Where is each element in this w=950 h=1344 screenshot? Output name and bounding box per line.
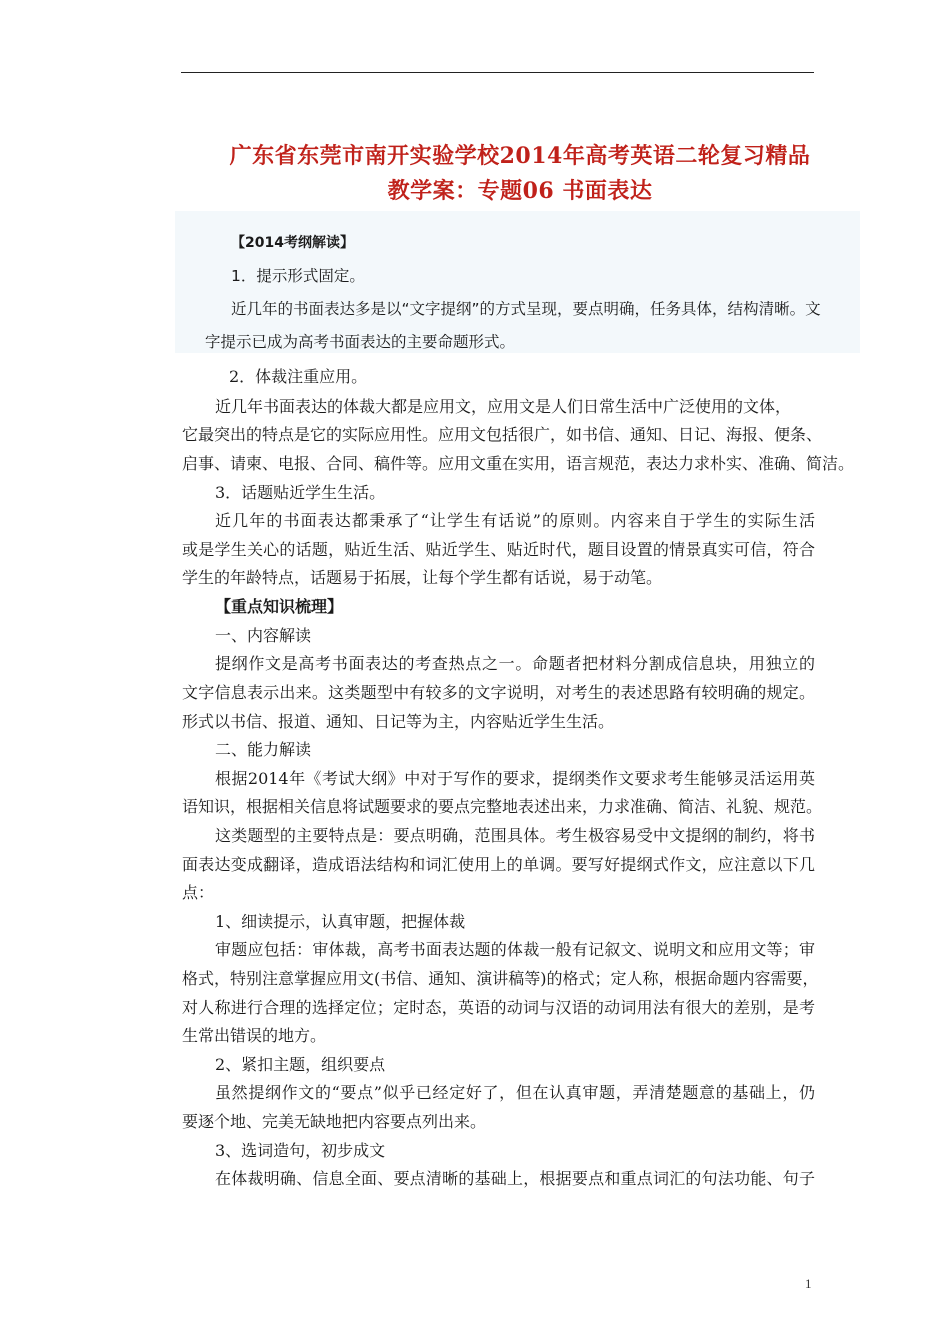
paragraph-line: 或是学生关心的话题，贴近生活、贴近学生、贴近时代，题目设置的情景真实可信，符合 [182,540,815,559]
paragraph-line: 格式，特别注意掌握应用文(书信、通知、演讲稿等)的格式；定人称，根据命题内容需要， [182,969,819,988]
point-heading-1: 1、细读提示，认真审题，把握体裁 [215,912,466,931]
point-heading-3: 3、选词造句，初步成文 [215,1141,386,1160]
paragraph-line: 面表达变成翻译，造成语法结构和词汇使用上的单调。要写好提纲式作文，应注意以下几 [182,855,815,874]
paragraph-line: 近几年书面表达的体裁大都是应用文，应用文是人们日常生活中广泛使用的文体， [215,397,792,416]
paragraph-line: 审题应包括：审体裁，高考书面表达题的体裁一般有记叙文、说明文和应用文等；审 [215,940,815,959]
paragraph-line: 近几年的书面表达都秉承了“让学生有话说”的原则。内容来自于学生的实际生活 [215,511,815,530]
paragraph-line: 启事、请柬、电报、合同、稿件等。应用文重在实用，语言规范，表达力求朴实、准确、简洁。 [182,454,855,473]
paragraph-line: 生常出错误的地方。 [182,1026,327,1045]
section-heading-key-knowledge: 【重点知识梳理】 [215,597,344,616]
syllabus-heading: 【2014考纲解读】 [231,235,354,251]
paragraph-line: 对人称进行合理的选择定位；定时态，英语的动词与汉语的动词用法有很大的差别，是考 [182,998,815,1017]
paragraph-line: 形式以书信、报道、通知、日记等为主，内容贴近学生生活。 [182,712,615,731]
paragraph-line: 点： [182,883,215,902]
point-heading-2: 2、紧扣主题，组织要点 [215,1055,386,1074]
paragraph-line: 在体裁明确、信息全面、要点清晰的基础上，根据要点和重点词汇的句法功能、句子 [215,1169,815,1188]
paragraph-line: 要逐个地、完美无缺地把内容要点列出来。 [182,1112,487,1131]
page-number: 1 [805,1276,812,1291]
paragraph-line: 学生的年龄特点，话题易于拓展，让每个学生都有话说，易于动笔。 [182,568,663,587]
document-title-line-1: 广东省东莞市南开实验学校2014年高考英语二轮复习精品 [229,143,811,169]
paragraph-line: 这类题型的主要特点是：要点明确，范围具体。考生极容易受中文提纲的制约，将书 [215,826,815,845]
document-title-line-2: 教学案：专题06 书面表达 [387,178,653,204]
paragraph-line: 它最突出的特点是它的实际应用性。应用文包括很广，如书信、通知、日记、海报、便条、 [182,425,823,444]
syllabus-item-1: 1．提示形式固定。 [231,267,365,285]
syllabus-box [175,211,860,353]
paragraph-line: 语知识，根据相关信息将试题要求的要点完整地表述出来，力求准确、简洁、礼貌、规范。 [182,797,823,816]
paragraph-line: 根据2014年《考试大纲》中对于写作的要求，提纲类作文要求考生能够灵活运用英 [215,769,815,788]
header-rule [181,72,814,73]
paragraph-line: 虽然提纲作文的“要点”似乎已经定好了，但在认真审题，弄清楚题意的基础上，仍 [215,1083,815,1102]
subsection-heading-ability: 二、能力解读 [215,740,312,759]
syllabus-paragraph-line-2: 字提示已成为高考书面表达的主要命题形式。 [205,333,516,351]
section-item-3: 3．话题贴近学生生活。 [215,483,386,502]
section-item-2: 2．体裁注重应用。 [229,367,368,386]
subsection-heading-content: 一、内容解读 [215,626,312,645]
paragraph-line: 文字信息表示出来。这类题型中有较多的文字说明，对考生的表述思路有较明确的规定。 [182,683,815,702]
paragraph-line: 提纲作文是高考书面表达的考查热点之一。命题者把材料分割成信息块，用独立的 [215,654,815,673]
syllabus-paragraph-line-1: 近几年的书面表达多是以“文字提纲”的方式呈现，要点明确，任务具体，结构清晰。文 [231,300,821,318]
